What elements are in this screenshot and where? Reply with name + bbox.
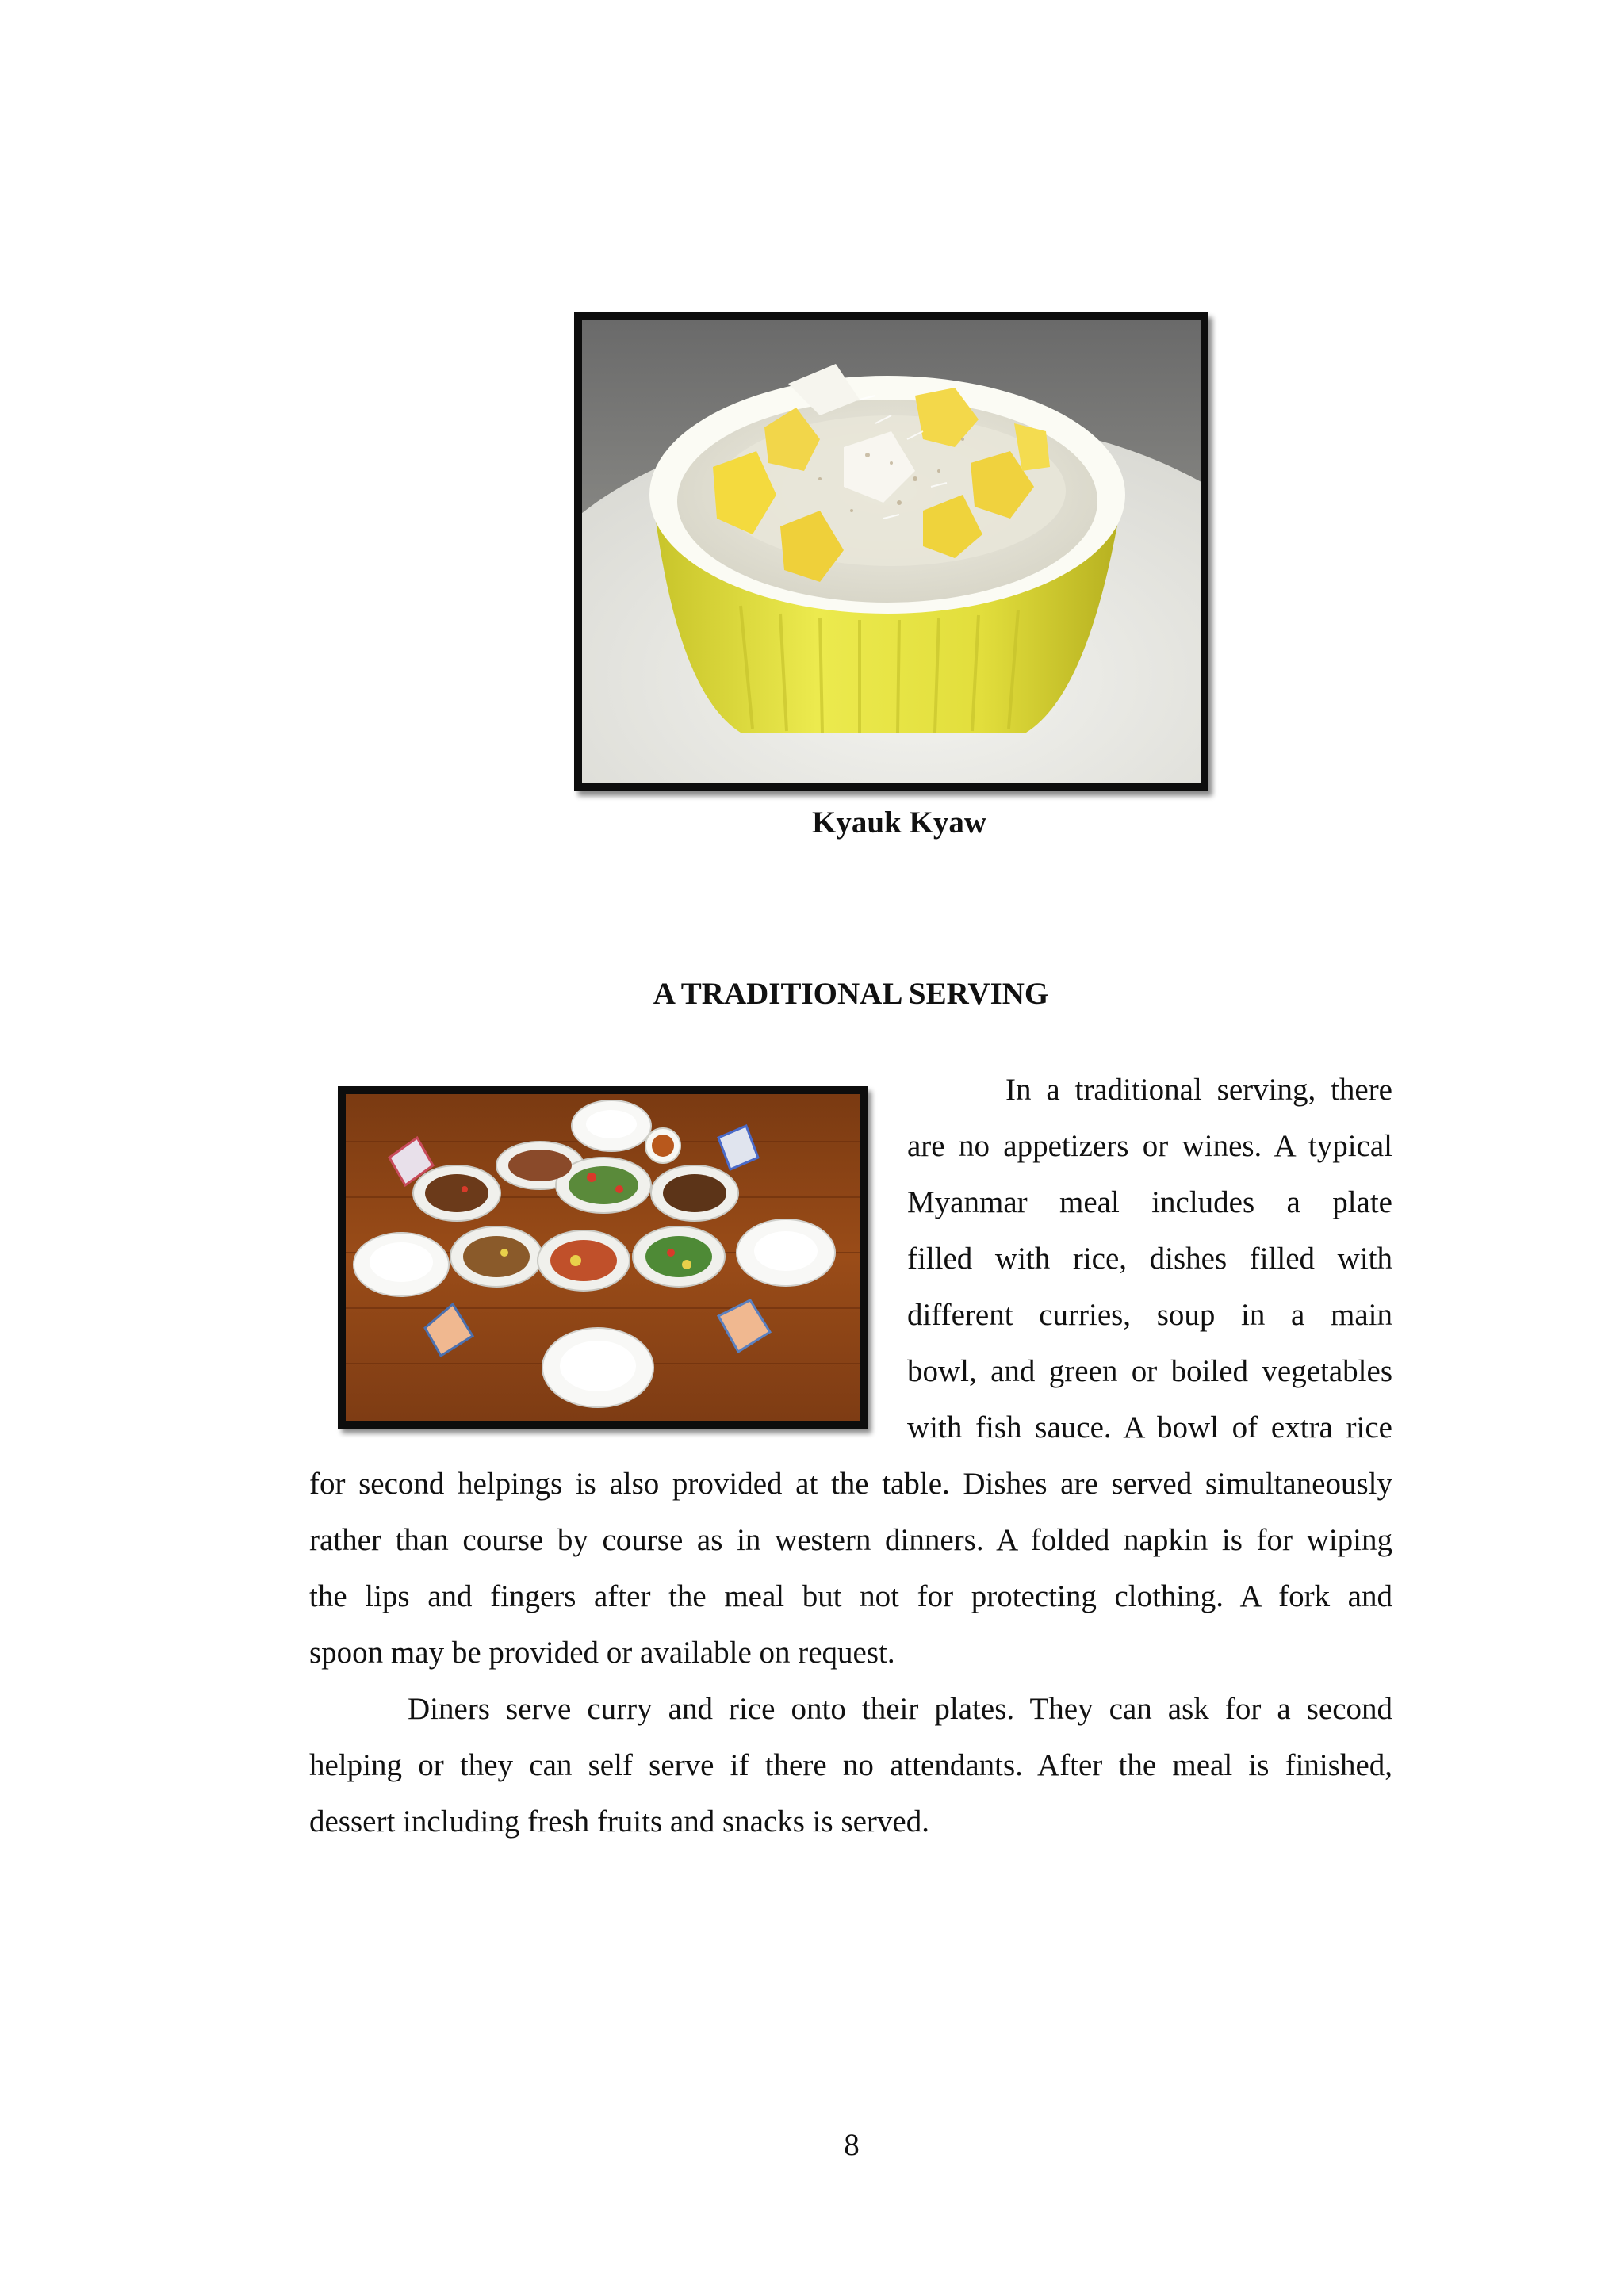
page-number: 8 [844, 2128, 860, 2162]
serving-photo [338, 1086, 868, 1429]
paragraph-line: dessert including fresh fruits and snacks is served. [309, 1804, 929, 1839]
section-heading: A TRADITIONAL SERVING [653, 977, 1049, 1011]
paragraph-line: Myanmar meal includes a plate [907, 1185, 1392, 1219]
paragraph-line: bowl, and green or boiled vegetables [907, 1354, 1392, 1388]
paragraph-line: helping or they can self serve if there no attendants. After the meal is finished, [309, 1748, 1392, 1782]
yellow-dessert-bowl-photo [582, 320, 1201, 783]
paragraph-line: are no appetizers or wines. A typical [907, 1129, 1392, 1163]
paragraph-line: rather than course by course as in western dinners. A folded napkin is for wiping [309, 1523, 1392, 1557]
paragraph-line: Diners serve curry and rice onto their plates. They can ask for a second [408, 1692, 1392, 1726]
paragraph-line: for second helpings is also provided at the table. Dishes are served simultaneously [309, 1467, 1392, 1501]
paragraph-line: different curries, soup in a main [907, 1298, 1392, 1332]
traditional-meal-table-photo [346, 1094, 860, 1421]
figure-caption: Kyauk Kyaw [812, 806, 986, 840]
paragraph-line: In a traditional serving, there [1005, 1073, 1392, 1107]
paragraph-line: with fish sauce. A bowl of extra rice [907, 1410, 1392, 1445]
dessert-photo [574, 312, 1208, 791]
paragraph-line: spoon may be provided or available on request. [309, 1636, 895, 1670]
paragraph-line: filled with rice, dishes filled with [907, 1242, 1392, 1276]
paragraph-line: the lips and fingers after the meal but not for protecting clothing. A fork and [309, 1579, 1392, 1613]
